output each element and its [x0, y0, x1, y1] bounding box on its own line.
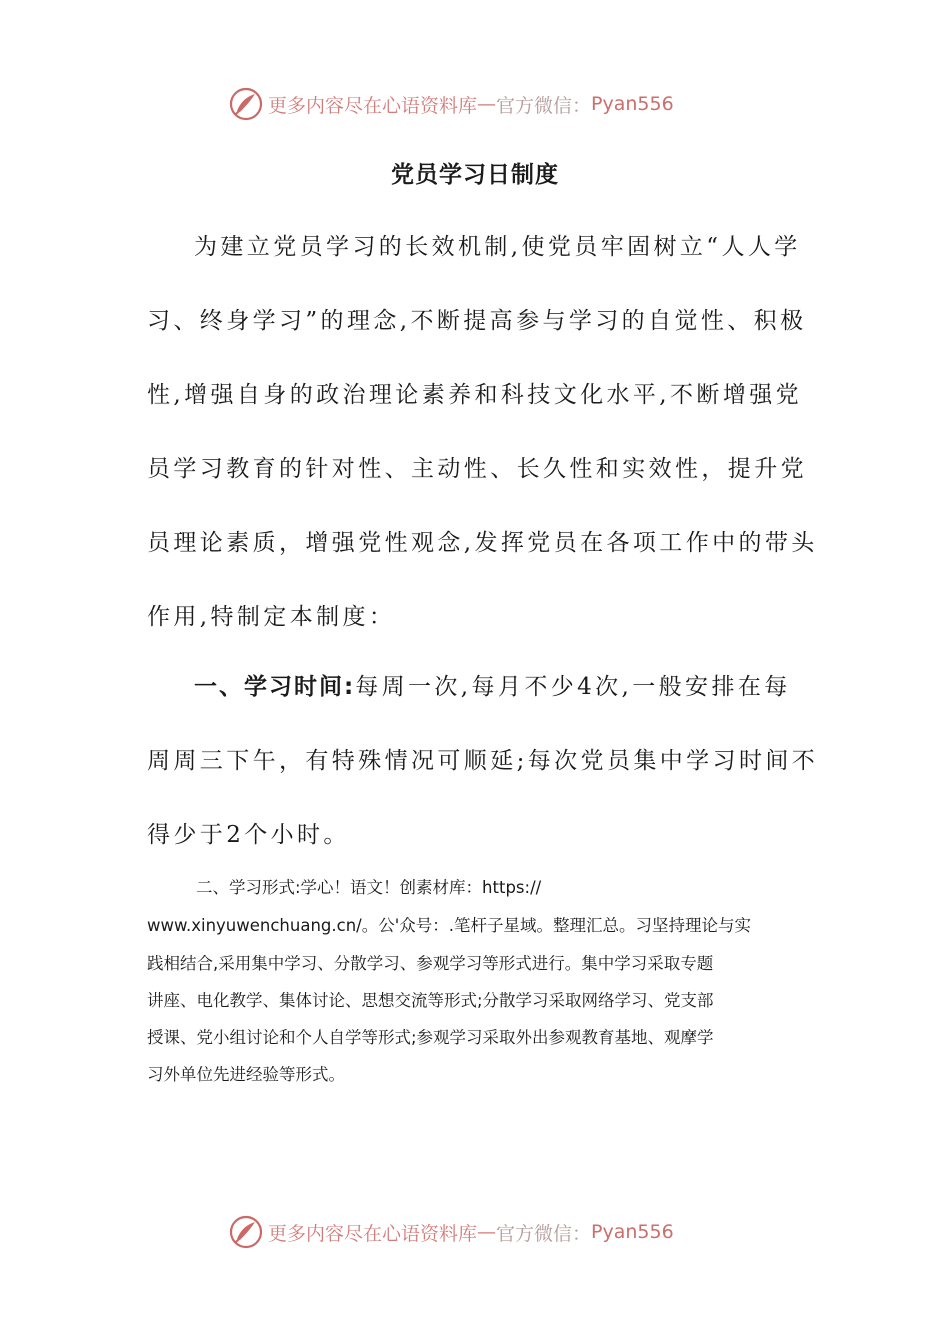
watermark-id: Pyan556 — [591, 93, 674, 115]
watermark-header — [228, 84, 674, 124]
section2-line: 授课、党小组讨论和个人自学等形式;参观学习采取外出参观教育基地、观摩学 — [147, 1028, 714, 1047]
watermark-separator: — — [477, 93, 497, 115]
watermark-brand: 更多内容尽在心语资料库 — [268, 94, 478, 117]
watermark-brand: 更多内容尽在心语资料库 — [268, 1222, 478, 1245]
intro-line: 员理论素质，增强党性观念,发挥党员在各项工作中的带头 — [147, 530, 818, 556]
section2-line: www.xinyuwenchuang.cn/。公'众号：.笔杆子星域。整理汇总。习坚持理论与实 — [147, 916, 751, 935]
section1-text: 每周一次,每月不少4次,一般安排在每 — [355, 674, 791, 700]
section1-line — [194, 668, 806, 701]
watermark-id: Pyan556 — [591, 1221, 674, 1243]
section2-line: 习外单位先进经验等形式。 — [147, 1065, 345, 1084]
intro-line: 习、终身学习”的理念,不断提高参与学习的自觉性、积极 — [147, 308, 807, 334]
pen-logo-icon — [228, 86, 264, 122]
document-title: 党员学习日制度 — [391, 162, 559, 188]
section2-line: 讲座、电化教学、集体讨论、思想交流等形式;分散学习采取网络学习、党支部 — [147, 991, 714, 1010]
watermark-footer — [228, 1212, 674, 1252]
intro-line: 为建立党员学习的长效机制,使党员牢固树立“人人学 — [194, 234, 801, 260]
section2-line: 二、学习形式:学心！语文！创素材库：https:// — [196, 878, 542, 897]
intro-line: 员学习教育的针对性、主动性、长久性和实效性，提升党 — [147, 456, 807, 482]
watermark-official: 官方微信： — [496, 1222, 592, 1245]
intro-line: 性,增强自身的政治理论素养和科技文化水平,不断增强党 — [147, 382, 803, 408]
intro-line: 作用,特制定本制度： — [147, 604, 396, 630]
section1-heading: 一、学习时间: — [194, 674, 356, 700]
pen-logo-icon — [228, 1214, 264, 1250]
section2-line: 践相结合,采用集中学习、分散学习、参观学习等形式进行。集中学习采取专题 — [147, 954, 714, 973]
watermark-official: 官方微信： — [496, 94, 592, 117]
section1-line: 周周三下午，有特殊情况可顺延;每次党员集中学习时间不 — [147, 748, 819, 774]
section1-line: 得少于2个小时。 — [147, 822, 350, 848]
watermark-separator: — — [477, 1221, 497, 1243]
